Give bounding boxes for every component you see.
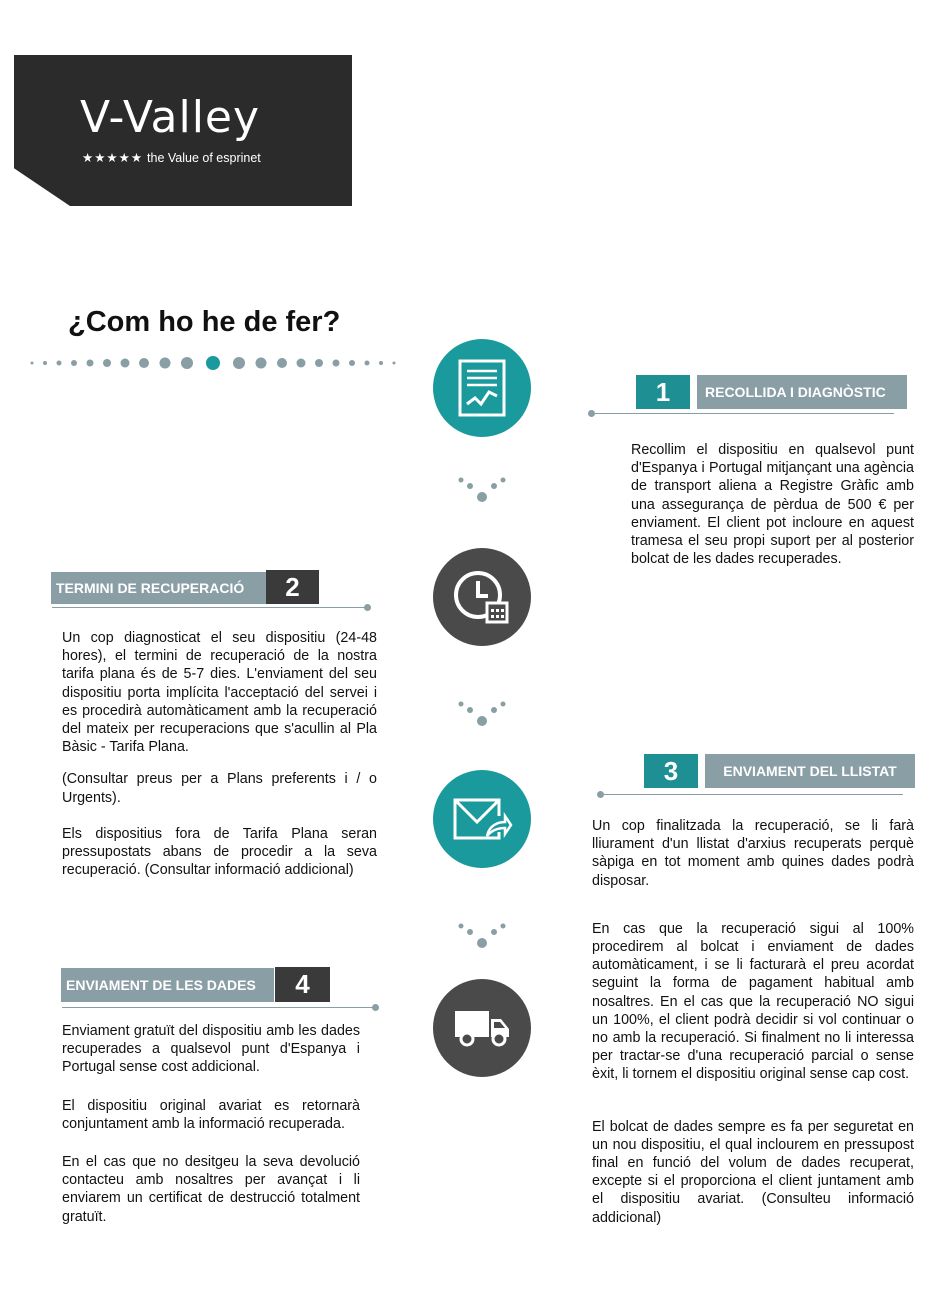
step-3-number: 3 <box>644 754 698 788</box>
step-3-connector-dot <box>597 791 604 798</box>
paragraph: Els dispositius fora de Tarifa Plana seran pressupostats abans de procedir a la seva recuperació. (Consultar informació addicional) <box>62 825 377 879</box>
step-3-label: ENVIAMENT DEL LLISTAT <box>705 754 915 788</box>
step-3-connector <box>603 794 903 795</box>
page-title: ¿Com ho he de fer? <box>68 306 341 338</box>
step-2-label: TERMINI DE RECUPERACIÓ <box>51 572 266 604</box>
step-1-number: 1 <box>636 375 690 409</box>
step-1-circle <box>433 339 531 437</box>
paragraph: Un cop diagnosticat el seu dispositiu (24-48 hores), el termini de recuperació de la nostra tarifa plana és de 5-7 dies. L'enviament del seu dispositiu porta implícita l'acceptació del servei i es procedirà automàticament amb la recuperació del mateix per recuperacions que s'acullin al Pla Bàsic - Tarifa Plana. <box>62 630 377 756</box>
dot-separator-2 <box>455 700 510 730</box>
paragraph: Recollim el dispositiu en qualsevol punt d'Espanya i Portugal mitjançant una agència de transport aliena a Registre Gràfic amb una assegurança de pèrdua de 500 € per enviament. El client pot incloure en aquest tramesa el seu propi suport per al posterior bolcat de les dades recuperades. <box>631 442 914 568</box>
step-1-connector-dot <box>588 410 595 417</box>
step-2-number: 2 <box>266 570 319 604</box>
tagline-text: the Value of esprinet <box>147 151 261 165</box>
dot-separator-1 <box>455 476 510 506</box>
paragraph: Un cop finalitzada la recuperació, se li farà lliurament d'un llistat d'arxius recuperats perquè sàpiga en tot moment amb quines dades podrà disposar. <box>592 818 914 889</box>
logo-wordmark: V-Valley <box>80 92 261 143</box>
step-4-description <box>62 1022 360 1226</box>
step-2-connector <box>52 607 368 608</box>
paragraph: En el cas que no desitgeu la seva devolució contacteu amb nosaltres per avançat i li enviarem un certificat de destrucció totalment gratuït. <box>62 1154 360 1225</box>
dot-separator-3 <box>455 922 510 952</box>
delivery-truck-icon <box>453 1007 511 1049</box>
document-chart-icon <box>456 358 508 418</box>
step-2-connector-dot <box>364 604 371 611</box>
step-4-label: ENVIAMENT DE LES DADES <box>61 968 274 1002</box>
step-1-description <box>631 441 914 568</box>
step-1-label: RECOLLIDA I DIAGNÒSTIC <box>697 375 907 409</box>
envelope-forward-icon <box>451 794 513 844</box>
clock-calendar-icon <box>450 565 514 629</box>
paragraph: El dispositiu original avariat es retornarà conjuntament amb la informació recuperada. <box>62 1097 360 1132</box>
rating-stars-icon: ★★★★★ <box>82 151 144 165</box>
paragraph: Enviament gratuït del dispositiu amb les dades recuperades a qualsevol punt d'Espanya i Portugal sense cost addicional. <box>62 1023 360 1076</box>
step-2-description <box>62 629 377 879</box>
paragraph: El bolcat de dades sempre es fa per seguretat en un nou dispositiu, el qual inclourem en pressupost final en funció del volum de dades recuperat, excepte si el proporciona el client juntament amb el dispositiu avariat. (Consulteu informació addicional) <box>592 1118 914 1226</box>
step-4-connector <box>62 1007 376 1008</box>
logo-tagline <box>82 150 261 165</box>
step-4-circle <box>433 979 531 1077</box>
step-4-number: 4 <box>275 967 330 1002</box>
step-2-circle <box>433 548 531 646</box>
step-1-connector <box>594 413 894 414</box>
paragraph: En cas que la recuperació sigui al 100% procedirem al bolcat i enviament de dades automàticament, i se li facturarà el preu acordat seguint la forma de pagament habitual amb nosaltres. En el cas que la recuperació NO sigui un 100%, el client podrà decidir si vol continuar o no amb la recuperació. Si finalment no li interessa per tractar-se d'una recuperació parcial o sense èxit, li tornem el dispositiu original sense cap cost. <box>592 920 914 1083</box>
step-3-description <box>592 817 914 1227</box>
paragraph: (Consultar preus per a Plans preferents i / o Urgents). <box>62 771 377 806</box>
dotted-progress-line <box>20 352 410 374</box>
step-4-connector-dot <box>372 1004 379 1011</box>
step-3-circle <box>433 770 531 868</box>
